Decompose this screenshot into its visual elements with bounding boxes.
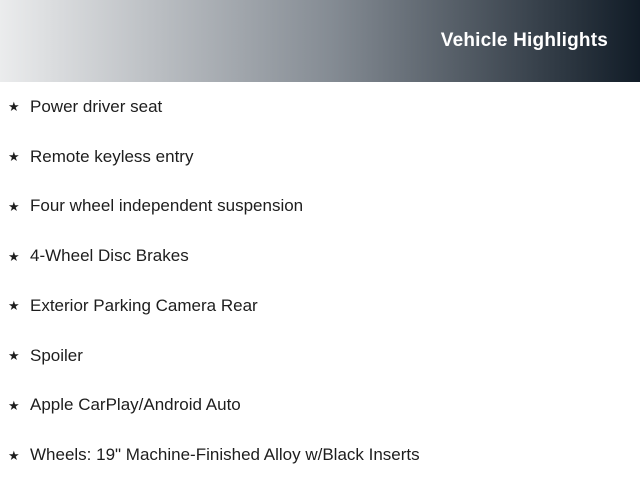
list-item bbox=[8, 281, 630, 331]
feature-label: 4-Wheel Disc Brakes bbox=[30, 246, 189, 266]
feature-label: Power driver seat bbox=[30, 96, 163, 116]
feature-label: Apple CarPlay/Android Auto bbox=[30, 395, 241, 415]
list-item bbox=[8, 331, 630, 381]
star-icon: ★ bbox=[8, 149, 20, 165]
star-icon: ★ bbox=[8, 447, 20, 463]
list-item bbox=[8, 182, 630, 232]
feature-label: Spoiler bbox=[30, 345, 83, 365]
feature-label: Wheels: 19" Machine-Finished Alloy w/Black Inserts bbox=[30, 445, 420, 465]
list-item bbox=[8, 430, 630, 480]
list-item bbox=[8, 132, 630, 182]
list-item bbox=[8, 231, 630, 281]
feature-label: Exterior Parking Camera Rear bbox=[30, 295, 258, 315]
star-icon: ★ bbox=[8, 99, 20, 115]
list-item bbox=[8, 82, 630, 132]
feature-label: Four wheel independent suspension bbox=[30, 196, 304, 216]
star-icon: ★ bbox=[8, 348, 20, 364]
list-item bbox=[8, 381, 630, 431]
feature-label: Remote keyless entry bbox=[30, 146, 194, 166]
header-banner bbox=[0, 0, 640, 82]
page-title: Vehicle Highlights bbox=[440, 30, 608, 51]
star-icon: ★ bbox=[8, 397, 20, 413]
feature-list bbox=[0, 82, 640, 480]
star-icon: ★ bbox=[8, 298, 20, 314]
star-icon: ★ bbox=[8, 248, 20, 264]
star-icon: ★ bbox=[8, 198, 20, 214]
